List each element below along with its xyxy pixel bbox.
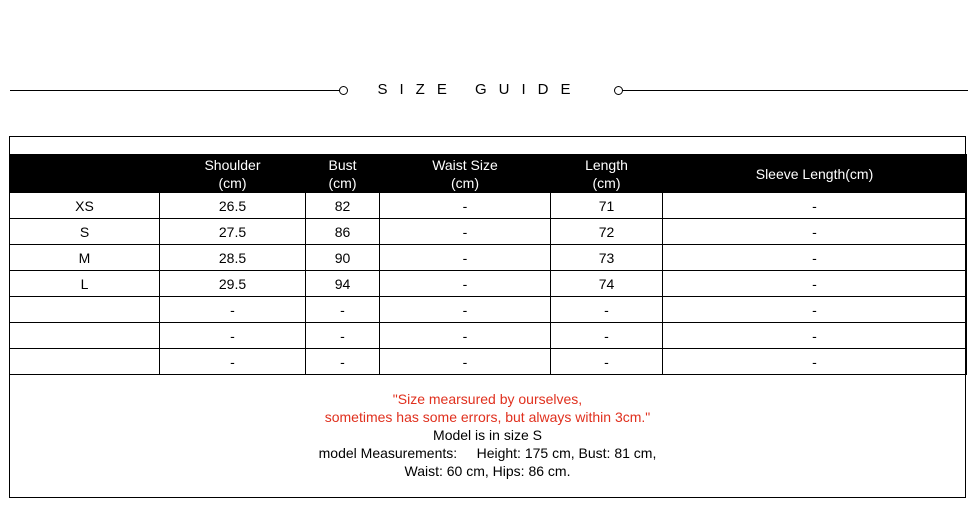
table-row [10, 323, 967, 349]
cell-bust: 90 [306, 245, 380, 271]
table-row [10, 297, 967, 323]
measurement-note [9, 390, 966, 480]
left-divider-line [10, 90, 340, 91]
table-row [10, 245, 967, 271]
table-row [10, 271, 967, 297]
cell-bust: - [306, 297, 380, 323]
header-bust: Bust (cm) [306, 155, 380, 193]
note-disclaimer-line1: "Size mearsured by ourselves, [392, 391, 583, 407]
cell-size [10, 349, 160, 375]
cell-sleeve: - [663, 193, 967, 219]
cell-size: XS [10, 193, 160, 219]
cell-waist: - [380, 271, 551, 297]
cell-shoulder: 27.5 [160, 219, 306, 245]
cell-bust: 82 [306, 193, 380, 219]
cell-length: - [551, 297, 663, 323]
cell-shoulder: 28.5 [160, 245, 306, 271]
cell-sleeve: - [663, 349, 967, 375]
cell-sleeve: - [663, 323, 967, 349]
header-length: Length (cm) [551, 155, 663, 193]
cell-bust: 86 [306, 219, 380, 245]
cell-shoulder: - [160, 349, 306, 375]
cell-size: L [10, 271, 160, 297]
note-model-measurements-cont: Waist: 60 cm, Hips: 86 cm. [404, 463, 571, 479]
note-model-size: Model is in size S [433, 427, 542, 443]
cell-sleeve: - [663, 297, 967, 323]
cell-sleeve: - [663, 271, 967, 297]
cell-waist: - [380, 297, 551, 323]
cell-size: M [10, 245, 160, 271]
left-circle-icon [339, 86, 348, 95]
table-row [10, 219, 967, 245]
right-divider-line [622, 90, 968, 91]
header-shoulder: Shoulder (cm) [160, 155, 306, 193]
cell-bust: 94 [306, 271, 380, 297]
table-header-row [10, 155, 967, 193]
cell-length: 73 [551, 245, 663, 271]
table-row [10, 193, 967, 219]
note-model-measurements: model Measurements: Height: 175 cm, Bust: 81 cm, [318, 445, 657, 461]
cell-size: S [10, 219, 160, 245]
header-size [10, 155, 160, 193]
table-row [10, 349, 967, 375]
cell-length: - [551, 349, 663, 375]
cell-length: 74 [551, 271, 663, 297]
cell-bust: - [306, 323, 380, 349]
cell-length: 72 [551, 219, 663, 245]
cell-shoulder: 29.5 [160, 271, 306, 297]
size-guide-header [0, 78, 974, 102]
cell-sleeve: - [663, 219, 967, 245]
cell-size [10, 323, 160, 349]
cell-waist: - [380, 193, 551, 219]
note-disclaimer-line2: sometimes has some errors, but always within 3cm." [324, 409, 651, 425]
cell-shoulder: - [160, 297, 306, 323]
cell-shoulder: 26.5 [160, 193, 306, 219]
cell-sleeve: - [663, 245, 967, 271]
cell-bust: - [306, 349, 380, 375]
cell-waist: - [380, 219, 551, 245]
size-table [9, 154, 967, 375]
cell-waist: - [380, 349, 551, 375]
page-title: SIZE GUIDE [377, 81, 583, 98]
cell-waist: - [380, 245, 551, 271]
header-waist: Waist Size (cm) [380, 155, 551, 193]
header-sleeve-length: Sleeve Length(cm) [663, 155, 967, 193]
cell-shoulder: - [160, 323, 306, 349]
cell-size [10, 297, 160, 323]
cell-waist: - [380, 323, 551, 349]
cell-length: - [551, 323, 663, 349]
cell-length: 71 [551, 193, 663, 219]
